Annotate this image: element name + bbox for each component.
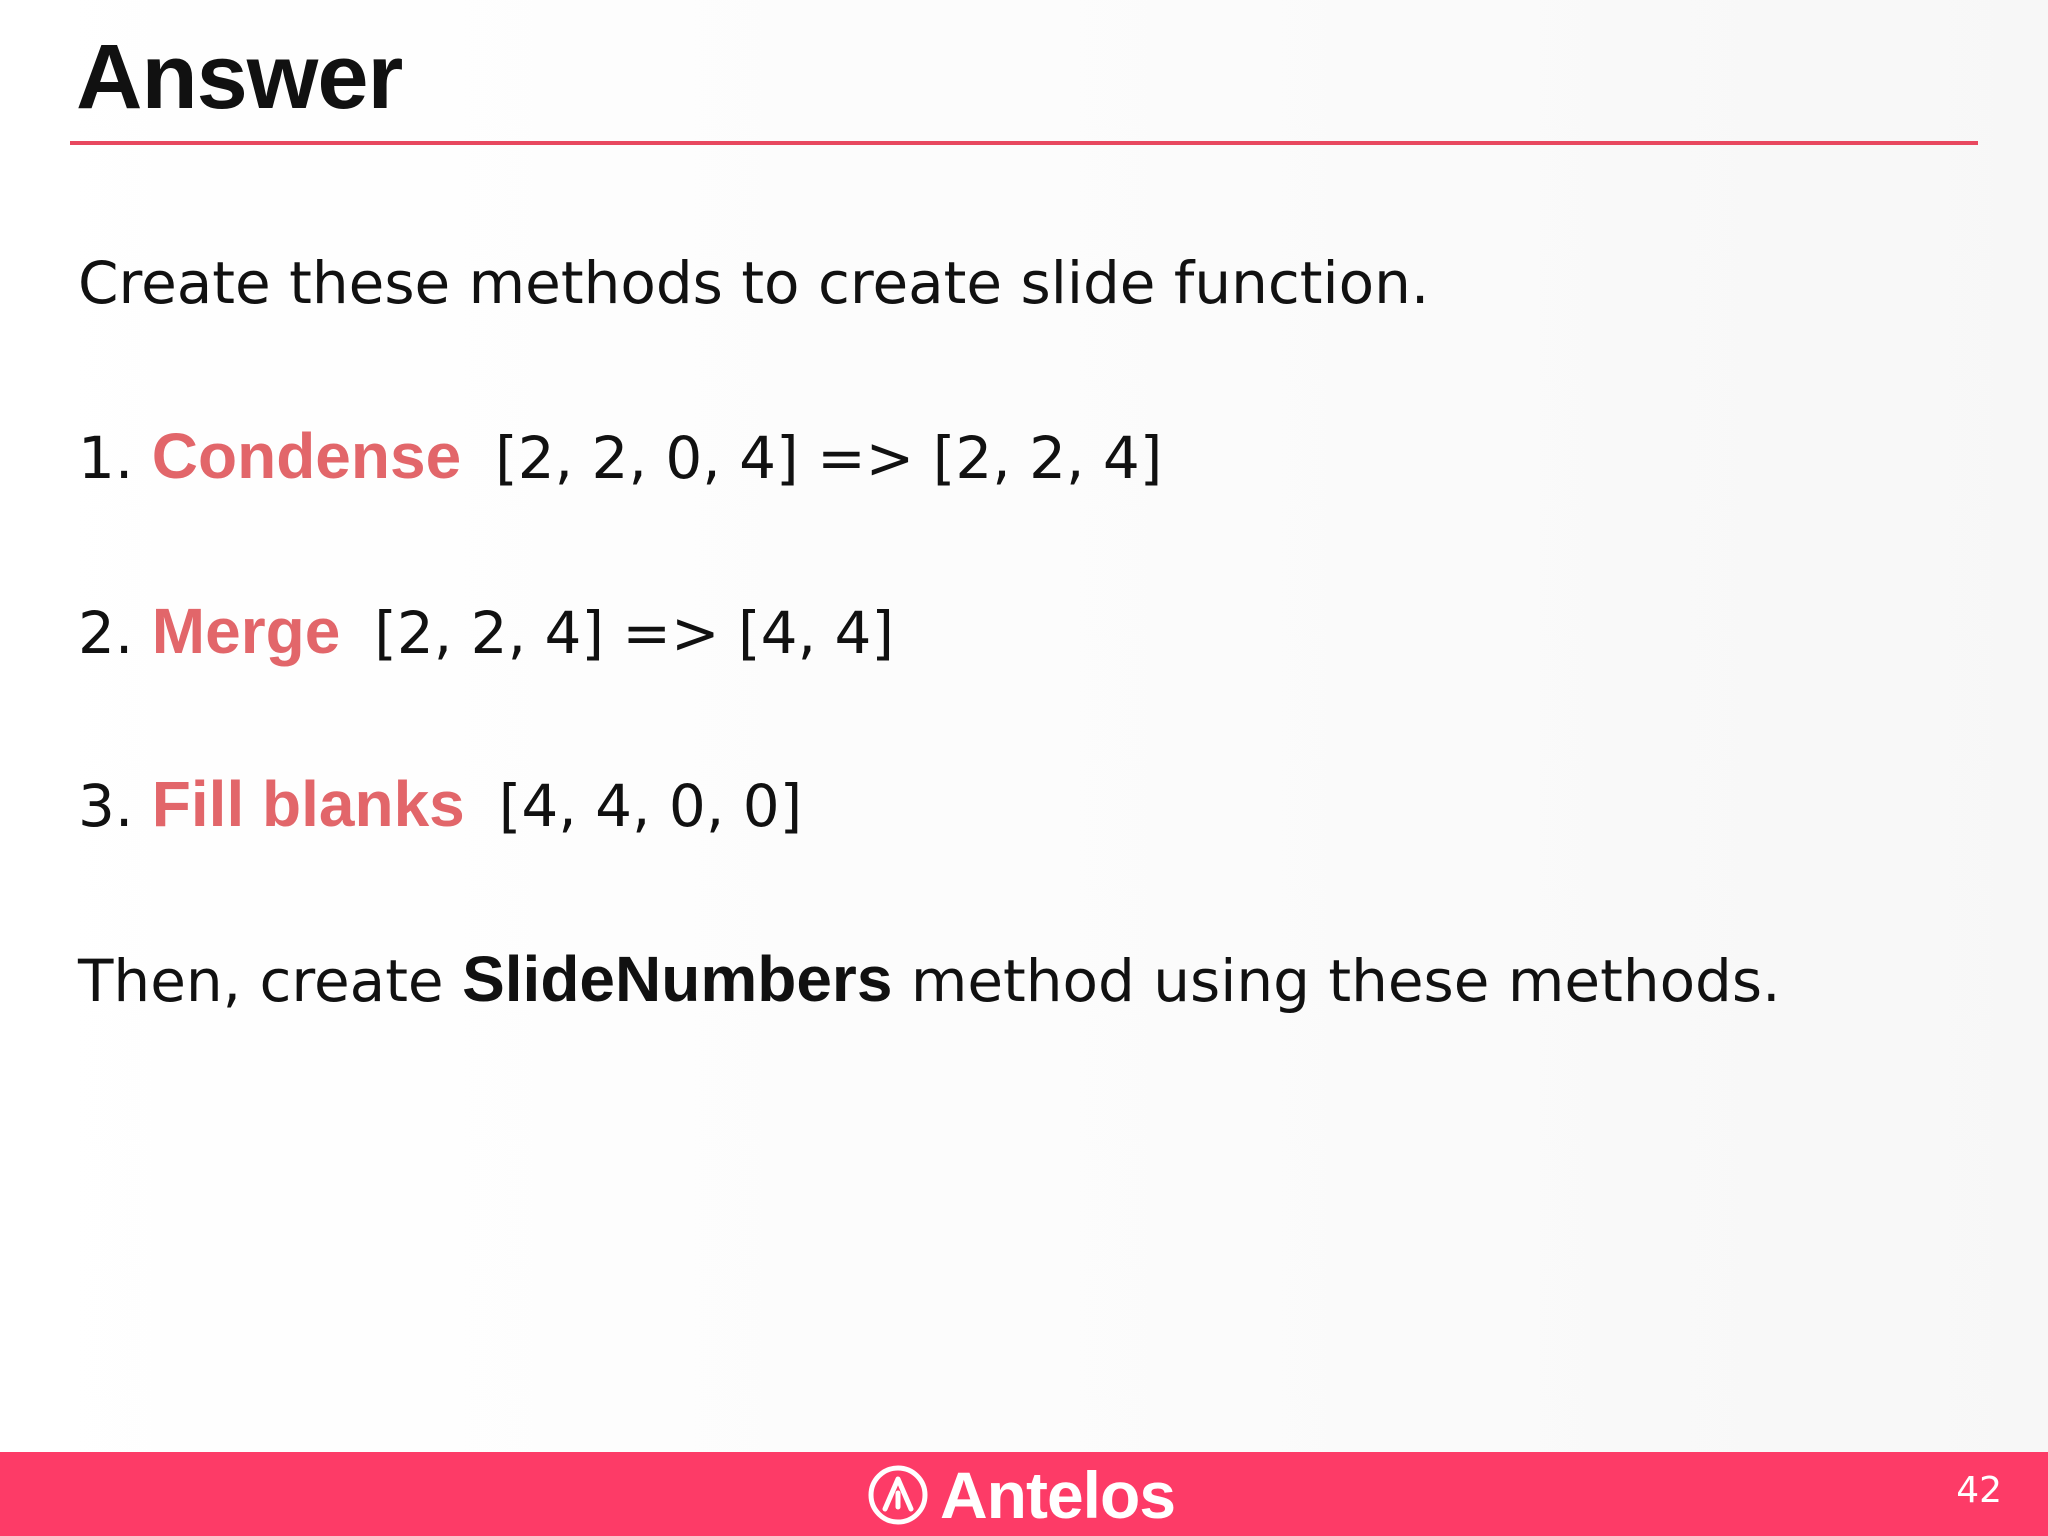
step-example: [4, 4, 0, 0]	[498, 772, 803, 840]
step-number: 3.	[78, 772, 134, 840]
slide-title: Answer	[76, 26, 403, 128]
step-keyword: Condense	[151, 420, 462, 492]
title-divider	[70, 141, 1978, 145]
step-example: [2, 2, 0, 4] => [2, 2, 4]	[495, 424, 1163, 492]
step-example: [2, 2, 4] => [4, 4]	[374, 599, 894, 667]
brand-logo	[866, 1459, 1175, 1531]
step-number: 1.	[78, 424, 134, 492]
outro-suffix: method using these methods.	[892, 947, 1781, 1015]
brand-name: Antelos	[940, 1458, 1176, 1532]
step-item	[78, 421, 1162, 493]
antelos-logo-icon	[866, 1463, 930, 1527]
step-keyword: Fill blanks	[151, 768, 465, 840]
step-number: 2.	[78, 599, 134, 667]
step-keyword: Merge	[151, 595, 341, 667]
step-item	[78, 596, 894, 668]
outro-keyword: SlideNumbers	[462, 943, 893, 1015]
outro-prefix: Then, create	[78, 947, 463, 1015]
page-number: 42	[1956, 1470, 2002, 1511]
intro-text: Create these methods to create slide function.	[78, 249, 1430, 317]
outro-text	[78, 944, 1781, 1016]
step-item	[78, 769, 802, 841]
